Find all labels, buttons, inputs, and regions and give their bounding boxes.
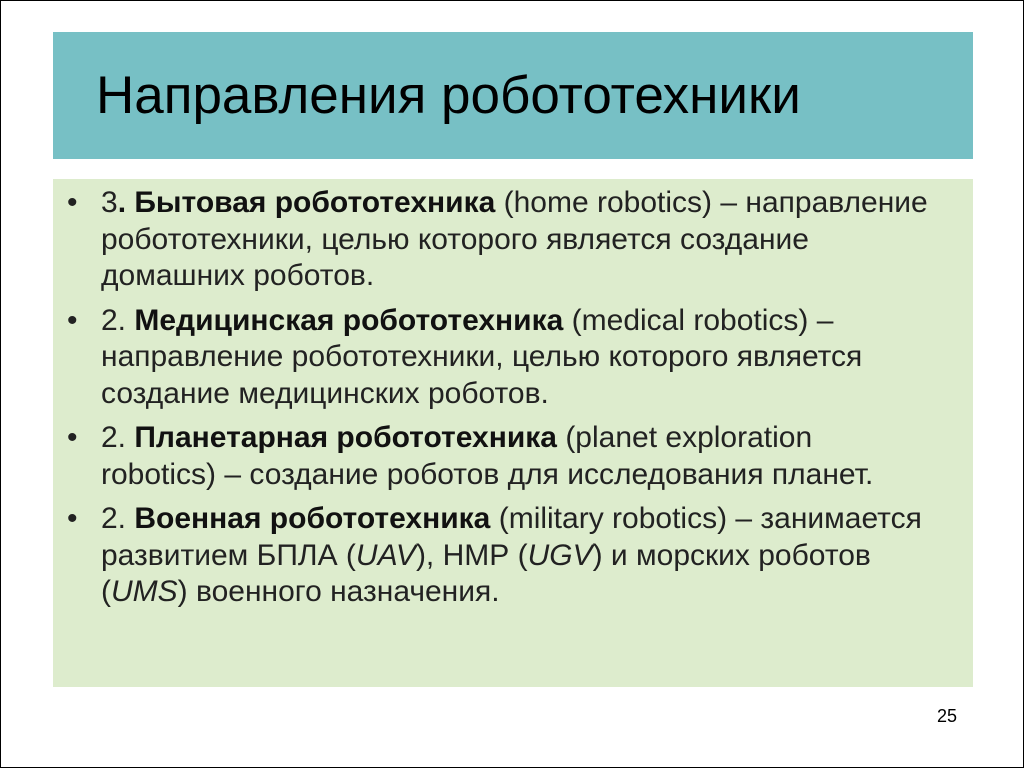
slide-title: Направления робототехники xyxy=(96,66,801,125)
item-description: (planet exploration robotics) – создание роботов для исследования планет. xyxy=(101,421,874,491)
bullet-list xyxy=(53,185,973,611)
item-description-part: ), НМР ( xyxy=(415,538,528,572)
bullet-marker: • xyxy=(67,502,78,535)
title-banner xyxy=(53,32,973,159)
item-description-part: ) и морских роботов ( xyxy=(101,538,871,608)
item-number: 2. xyxy=(101,502,135,535)
item-description-part: ) военного назначения. xyxy=(177,575,500,608)
item-number: 3 xyxy=(101,186,118,219)
item-term: Медицинская робототехника xyxy=(134,303,564,337)
item-description-part: (military robotics) – занимается развитием БПЛА ( xyxy=(101,502,922,572)
abbr-ugv: UGV xyxy=(527,538,593,572)
bullet-medical-robotics xyxy=(53,303,973,413)
bullet-planet-robotics xyxy=(53,420,973,493)
bullet-marker: • xyxy=(67,303,78,337)
item-number: 2. xyxy=(101,303,135,337)
item-term: Военная робототехника xyxy=(134,502,491,535)
bullet-marker: • xyxy=(67,421,78,454)
abbr-uav: UAV xyxy=(355,538,416,572)
bullet-home-robotics xyxy=(53,185,973,295)
content-box xyxy=(53,179,973,687)
item-description: (home robotics) – направление робототехники, целью которого является создание домашних роботов. xyxy=(101,186,928,292)
item-description: (medical robotics) – направление робототехники, целью которого является создание медицинских роботов. xyxy=(101,303,863,410)
item-number: 2. xyxy=(101,421,135,454)
page-number: 25 xyxy=(937,706,958,726)
bullet-marker: • xyxy=(67,186,78,219)
item-term: Планетарная робототехника xyxy=(134,421,557,454)
bullet-military-robotics xyxy=(53,501,973,611)
item-term: . Бытовая робототехника xyxy=(117,186,496,219)
abbr-ums: UMS xyxy=(111,575,178,608)
